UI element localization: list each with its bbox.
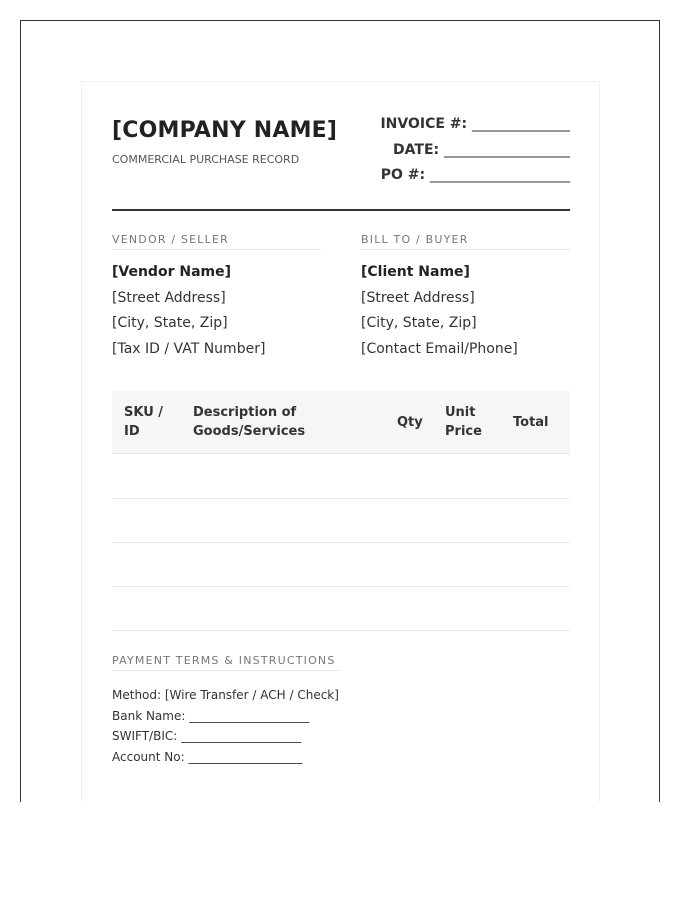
payment-section-label: PAYMENT TERMS & INSTRUCTIONS bbox=[112, 654, 341, 671]
invoice-number-label: INVOICE #: bbox=[380, 116, 468, 132]
payment-method: Method: [Wire Transfer / ACH / Check] bbox=[112, 688, 339, 702]
column-qty: Qty bbox=[397, 415, 423, 430]
po-number-label: PO #: bbox=[380, 167, 426, 183]
date-label: DATE: bbox=[393, 142, 440, 158]
vendor-street: [Street Address] bbox=[112, 290, 226, 306]
vendor-section-label: VENDOR / SELLER bbox=[112, 233, 321, 250]
company-name: [COMPANY NAME] bbox=[112, 118, 338, 143]
client-street: [Street Address] bbox=[361, 290, 475, 306]
payment-account-number: Account No: ___________________ bbox=[112, 750, 303, 764]
header-divider bbox=[112, 209, 570, 211]
vendor-name: [Vendor Name] bbox=[112, 264, 231, 280]
items-table-header bbox=[112, 391, 570, 454]
date-field bbox=[393, 142, 570, 158]
invoice-number-blank: ______________ bbox=[472, 116, 570, 132]
invoice-number-field bbox=[380, 116, 570, 132]
column-description: Description of Goods/Services bbox=[193, 405, 306, 439]
client-city: [City, State, Zip] bbox=[361, 315, 477, 331]
table-row bbox=[112, 586, 570, 587]
client-name: [Client Name] bbox=[361, 264, 470, 280]
client-contact: [Contact Email/Phone] bbox=[361, 341, 518, 357]
po-number-blank: ____________________ bbox=[430, 167, 570, 183]
date-blank: __________________ bbox=[444, 142, 570, 158]
document-subtitle: COMMERCIAL PURCHASE RECORD bbox=[112, 153, 300, 166]
vendor-tax-id: [Tax ID / VAT Number] bbox=[112, 341, 266, 357]
vendor-city: [City, State, Zip] bbox=[112, 315, 228, 331]
table-row bbox=[112, 630, 570, 631]
table-row bbox=[112, 498, 570, 499]
table-row bbox=[112, 542, 570, 543]
payment-swift: SWIFT/BIC: ____________________ bbox=[112, 729, 302, 743]
po-number-field bbox=[381, 167, 570, 183]
payment-bank-name: Bank Name: ____________________ bbox=[112, 709, 310, 723]
column-sku: SKU / ID bbox=[124, 405, 164, 439]
buyer-section-label: BILL TO / BUYER bbox=[361, 233, 570, 250]
column-unit-price: Unit Price bbox=[445, 405, 482, 439]
column-total: Total bbox=[513, 415, 549, 430]
